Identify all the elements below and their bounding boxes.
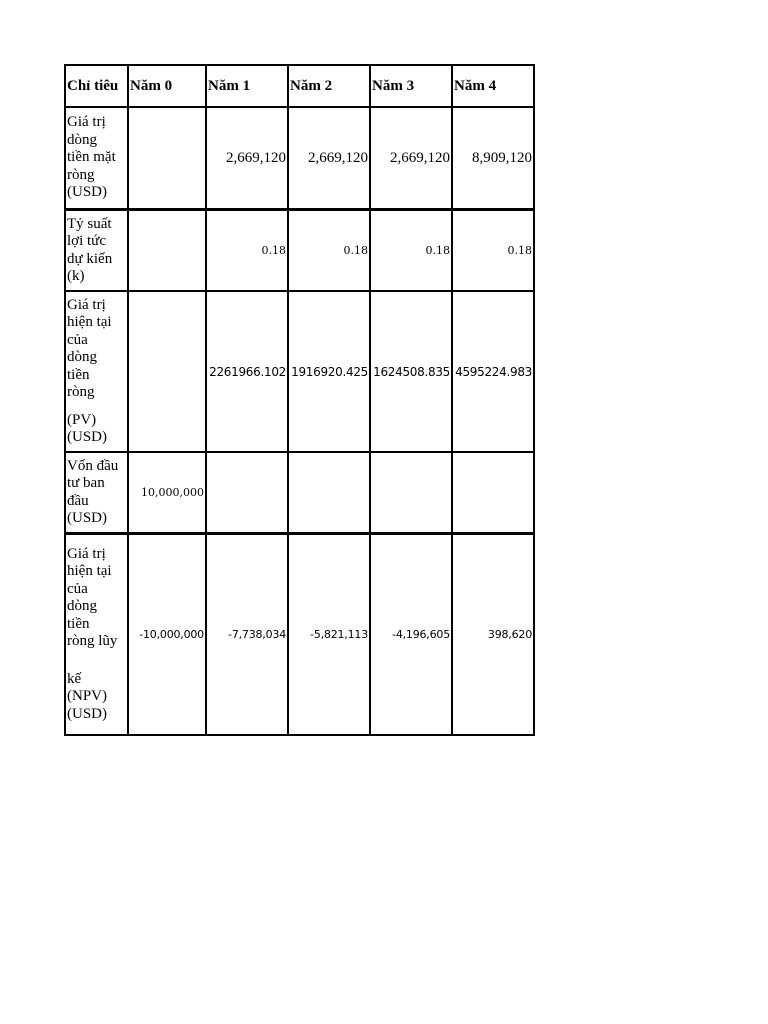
cell-value[interactable]: -10,000,000	[128, 534, 206, 736]
header-cell-year-4[interactable]: Năm 4	[452, 65, 534, 107]
row-label-present-value[interactable]	[65, 291, 128, 452]
header-cell-year-3[interactable]: Năm 3	[370, 65, 452, 107]
label-line: của	[67, 580, 88, 597]
label-line: đầu	[67, 492, 89, 509]
cell-value[interactable]	[452, 452, 534, 534]
label-line: ròng	[67, 384, 95, 400]
header-cell-year-0[interactable]: Năm 0	[128, 65, 206, 107]
table-row-cumulative-npv	[65, 534, 534, 736]
label-spacer	[67, 651, 126, 671]
table-row-net-cash-flow	[65, 107, 534, 210]
label-line: dòng	[67, 598, 97, 615]
cell-value[interactable]: 2,669,120	[288, 107, 370, 210]
label-line: kế	[67, 670, 82, 687]
label-line: (PV)	[67, 411, 97, 428]
cell-value[interactable]: 0.18	[452, 210, 534, 292]
cell-value[interactable]: 1624508.835	[370, 291, 452, 452]
label-line: hiện tại	[67, 563, 112, 580]
header-row	[65, 65, 534, 107]
row-label-initial-investment[interactable]	[65, 452, 128, 534]
label-line: dòng	[67, 131, 97, 148]
cell-value[interactable]: 4595224.983	[452, 291, 534, 452]
label-line: (USD)	[67, 184, 107, 201]
table-row-expected-return	[65, 210, 534, 292]
cell-value[interactable]	[370, 452, 452, 534]
row-label-expected-return[interactable]	[65, 210, 128, 292]
npv-table	[64, 64, 535, 736]
label-line: (USD)	[67, 429, 107, 445]
spreadsheet-page	[64, 64, 533, 736]
table-row-present-value	[65, 291, 534, 452]
label-line: Giá trị	[67, 545, 106, 562]
row-label-cumulative-npv[interactable]	[65, 534, 128, 736]
cell-value[interactable]	[288, 452, 370, 534]
label-line: Giá trị	[67, 296, 106, 313]
cell-value[interactable]: -4,196,605	[370, 534, 452, 736]
label-spacer	[67, 402, 126, 412]
cell-value[interactable]: 1916920.425	[288, 291, 370, 452]
label-line: tiền	[67, 615, 90, 632]
label-line: (NPV)	[67, 688, 107, 705]
header-cell-year-1[interactable]: Năm 1	[206, 65, 288, 107]
label-line: Giá trị	[67, 114, 106, 131]
cell-value[interactable]: 10,000,000	[128, 452, 206, 534]
label-line: (USD)	[67, 705, 107, 722]
label-line: Tỷ suất	[67, 215, 112, 232]
header-cell-year-2[interactable]: Năm 2	[288, 65, 370, 107]
label-line: tiền mặt	[67, 149, 116, 166]
label-line: của	[67, 331, 88, 348]
cell-value[interactable]: 0.18	[206, 210, 288, 292]
label-line: lợi tức	[67, 233, 106, 249]
cell-value[interactable]	[128, 107, 206, 210]
table-row-initial-investment	[65, 452, 534, 534]
header-cell-indicator[interactable]: Chỉ tiêu	[65, 65, 128, 107]
cell-value[interactable]: 0.18	[288, 210, 370, 292]
cell-value[interactable]: 2,669,120	[206, 107, 288, 210]
label-line: dự kiến	[67, 250, 113, 267]
label-line: Vốn đầu	[67, 457, 119, 474]
label-line: ròng	[67, 166, 95, 183]
cell-value[interactable]	[206, 452, 288, 534]
cell-value[interactable]	[128, 291, 206, 452]
label-line: (k)	[67, 268, 85, 284]
label-line: tiền	[67, 366, 90, 383]
cell-value[interactable]	[128, 210, 206, 292]
cell-value[interactable]: 398,620	[452, 534, 534, 736]
row-label-net-cash-flow[interactable]	[65, 107, 128, 210]
label-line: tư ban	[67, 475, 105, 491]
label-line: dòng	[67, 349, 97, 365]
cell-value[interactable]: 0.18	[370, 210, 452, 292]
cell-value[interactable]: -7,738,034	[206, 534, 288, 736]
label-line: hiện tại	[67, 314, 112, 330]
cell-value[interactable]: 8,909,120	[452, 107, 534, 210]
label-line: ròng lũy	[67, 633, 118, 650]
cell-value[interactable]: 2261966.102	[206, 291, 288, 452]
label-line: (USD)	[67, 510, 107, 526]
cell-value[interactable]: 2,669,120	[370, 107, 452, 210]
cell-value[interactable]: -5,821,113	[288, 534, 370, 736]
